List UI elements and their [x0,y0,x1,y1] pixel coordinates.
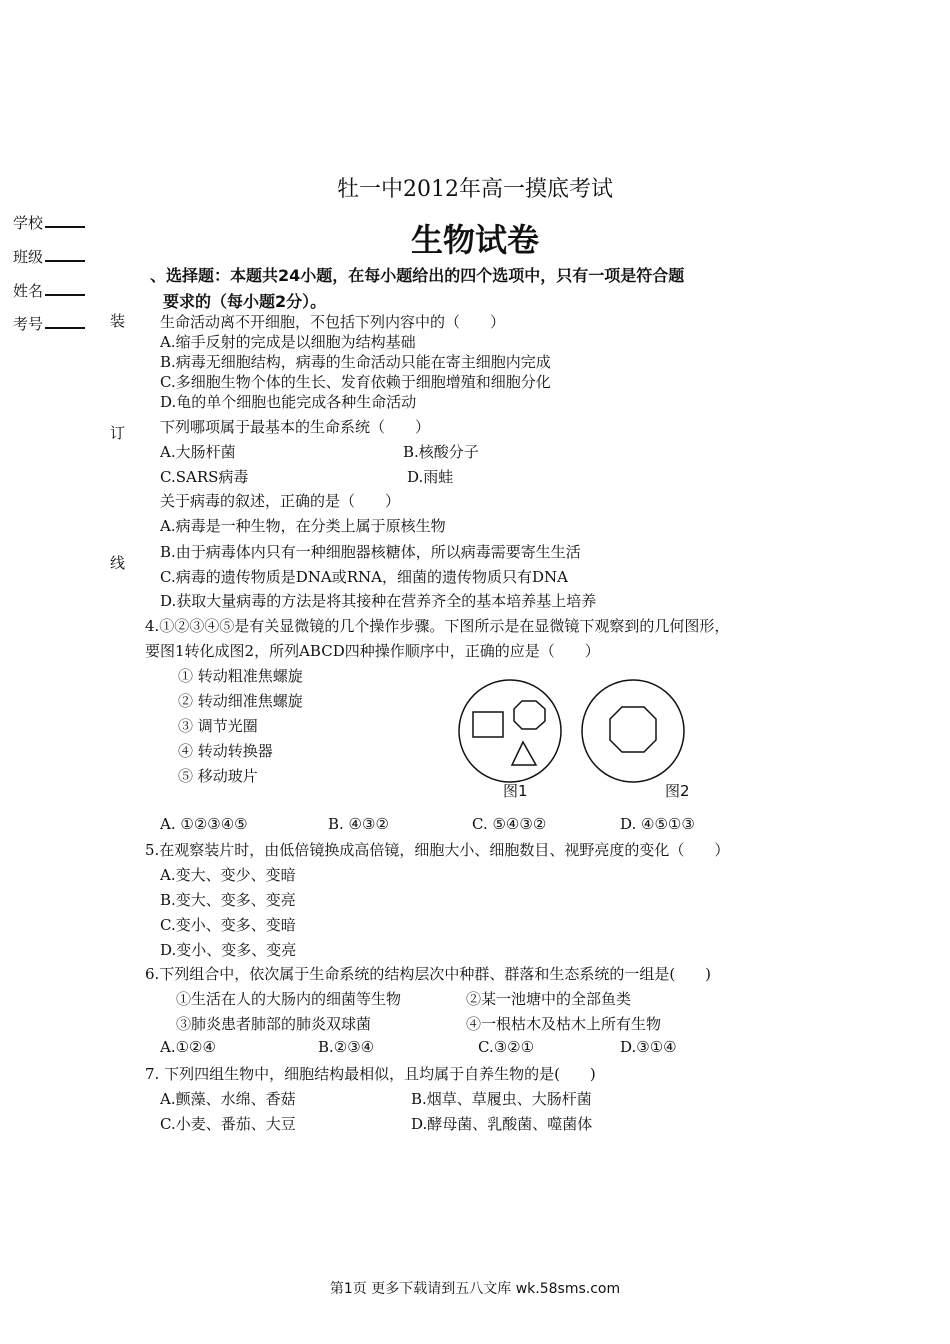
q5-option-c: C.变小、变多、变暗 [160,916,296,934]
section-heading-line1: 、选择题：本题共24小题，在每小题给出的四个选项中，只有一项是符合题 [150,266,685,285]
name-field [13,280,85,301]
q5-option-d: D.变小、变多、变亮 [160,941,297,959]
q5-option-a: A.变大、变少、变暗 [160,866,296,884]
q6-stem: 6.下列组合中，依次属于生命系统的结构层次中种群、群落和生态系统的一组是( ) [145,965,712,983]
q4-step-5: ⑤ 移动玻片 [178,767,258,785]
fig1-field-circle [459,680,561,782]
q1-option-c: C.多细胞生物个体的生长、发育依赖于细胞增殖和细胞分化 [160,373,551,391]
q4-stem-line1: 4.①②③④⑤是有关显微镜的几个操作步骤。下图所示是在显微镜下观察到的几何图形， [145,617,730,635]
q1-option-a: A.缩手反射的完成是以细胞为结构基础 [160,333,416,351]
paper-title: 生物试卷 [410,221,539,259]
q6-item-2: ②某一池塘中的全部鱼类 [466,990,632,1008]
school-exam-title: 牡一中2012年高一摸底考试 [337,177,613,202]
fig1-triangle [512,742,536,765]
section-heading-line2: 要求的（每小题2分）。 [163,292,327,311]
binding-mark-zhuang: 装 [110,312,126,330]
q1-option-d: D.龟的单个细胞也能完成各种生命活动 [160,393,417,411]
q7-stem: 7. 下列四组生物中，细胞结构最相似，且均属于自养生物的是( ) [145,1065,596,1083]
q7-option-c: C.小麦、番茄、大豆 [160,1115,296,1133]
q1-option-b: B.病毒无细胞结构，病毒的生命活动只能在寄主细胞内完成 [160,353,551,371]
q3-option-b: B.由于病毒体内只有一种细胞器核糖体，所以病毒需要寄生生活 [160,543,581,561]
q4-stem-line2: 要图1转化成图2，所列ABCD四种操作顺序中，正确的应是（ ） [145,642,600,660]
q2-option-d: D.雨蛙 [407,468,454,486]
q2-option-c: C.SARS病毒 [160,468,249,486]
fig2-field-circle [582,680,684,782]
q1-stem: 生命活动离不开细胞，不包括下列内容中的（ ） [160,313,506,331]
q5-option-b: B.变大、变多、变亮 [160,891,296,909]
q4-option-a: A. ①②③④⑤ [160,815,248,833]
binding-mark-ding: 订 [110,424,126,442]
q6-option-b: B.②③④ [318,1038,375,1056]
q4-step-4: ④ 转动转换器 [178,742,273,760]
school-blank[interactable] [45,216,85,228]
fig2-caption: 图2 [665,782,690,800]
q4-step-3: ③ 调节光圈 [178,717,258,735]
q3-option-d: D.获取大量病毒的方法是将其接种在营养齐全的基本培养基上培养 [160,592,597,610]
fig1-square [473,712,503,737]
q2-stem: 下列哪项属于最基本的生命系统（ ） [160,418,431,436]
q4-option-b: B. ④③② [328,815,389,833]
class-blank[interactable] [45,250,85,262]
q7-option-d: D.酵母菌、乳酸菌、噬菌体 [411,1115,593,1133]
q4-step-1: ① 转动粗准焦螺旋 [178,667,303,685]
school-label: 学校 [13,214,44,232]
microscope-figures [450,676,690,786]
q6-item-4: ④一根枯木及枯木上所有生物 [466,1015,662,1033]
class-field [13,246,85,267]
class-label: 班级 [13,248,44,266]
q6-item-3: ③肺炎患者肺部的肺炎双球菌 [176,1015,372,1033]
fig1-octagon [514,701,545,729]
q3-stem: 关于病毒的叙述，正确的是（ ） [160,492,401,510]
fig1-caption: 图1 [503,782,528,800]
page-footer: 第1页 更多下载请到五八文库 wk.58sms.com [329,1281,621,1297]
q6-option-d: D.③①④ [620,1038,677,1056]
binding-mark-xian: 线 [110,554,126,572]
id-label: 考号 [13,315,44,333]
q6-item-1: ①生活在人的大肠内的细菌等生物 [176,990,402,1008]
q2-option-a: A.大肠杆菌 [160,443,236,461]
q3-option-c: C.病毒的遗传物质是DNA或RNA，细菌的遗传物质只有DNA [160,568,568,586]
q2-option-b: B.核酸分子 [403,443,479,461]
q4-step-2: ② 转动细准焦螺旋 [178,692,303,710]
name-blank[interactable] [45,284,85,296]
q4-option-c: C. ⑤④③② [472,815,547,833]
q4-option-d: D. ④⑤①③ [620,815,695,833]
fig2-octagon [610,707,656,752]
q7-option-a: A.颤藻、水绵、香菇 [160,1090,296,1108]
id-field [13,313,85,334]
q7-option-b: B.烟草、草履虫、大肠杆菌 [411,1090,592,1108]
q5-stem: 5.在观察装片时，由低倍镜换成高倍镜，细胞大小、细胞数目、视野亮度的变化（ ） [145,841,730,859]
school-field [13,212,85,233]
q6-option-c: C.③②① [478,1038,535,1056]
q3-option-a: A.病毒是一种生物，在分类上属于原核生物 [160,517,446,535]
id-blank[interactable] [45,317,85,329]
name-label: 姓名 [13,282,44,300]
q6-option-a: A.①②④ [160,1038,216,1056]
